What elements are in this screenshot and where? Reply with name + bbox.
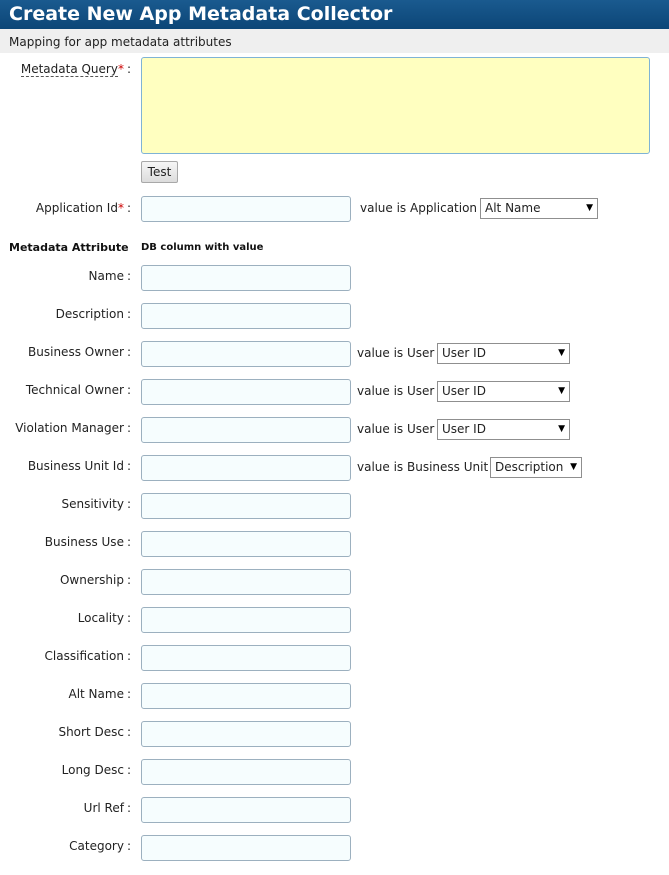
field-label-sensitivity — [61, 496, 131, 512]
violation-manager-value-is: value is User — [357, 422, 435, 436]
business-unit-type-select[interactable] — [490, 457, 582, 478]
field-label-text: Category — [69, 839, 124, 853]
application-id-label-text: Application Id — [35, 201, 118, 215]
category-input[interactable] — [141, 835, 351, 861]
field-label-violation-manager — [15, 420, 131, 436]
violation-manager-input[interactable] — [141, 417, 351, 443]
business-unit-id-input[interactable] — [141, 455, 351, 481]
chevron-down-icon: ▼ — [558, 386, 565, 396]
metadata-query-label — [21, 61, 131, 77]
field-label-short-desc — [58, 724, 131, 740]
select-value: Description — [495, 460, 564, 474]
label-colon: : — [126, 269, 131, 283]
field-label-text: Sensitivity — [61, 497, 124, 511]
description-input[interactable] — [141, 303, 351, 329]
label-colon: : — [126, 345, 131, 359]
field-label-text: Locality — [77, 611, 124, 625]
metadata-query-label-text: Metadata Query — [20, 62, 118, 76]
sensitivity-input[interactable] — [141, 493, 351, 519]
required-mark: * — [117, 62, 124, 76]
label-colon: : — [126, 307, 131, 321]
technical-owner-type-select[interactable] — [437, 381, 570, 402]
label-colon: : — [126, 62, 131, 76]
label-colon: : — [126, 535, 131, 549]
chevron-down-icon: ▼ — [558, 424, 565, 434]
field-label-text: Alt Name — [68, 687, 124, 701]
field-label-text: Long Desc — [61, 763, 124, 777]
business-owner-value-is: value is User — [357, 346, 435, 360]
label-colon: : — [126, 649, 131, 663]
label-colon: : — [126, 497, 131, 511]
business-use-input[interactable] — [141, 531, 351, 557]
application-id-input[interactable] — [141, 196, 351, 222]
select-value: User ID — [442, 384, 486, 398]
label-colon: : — [126, 725, 131, 739]
field-label-business-use — [45, 534, 131, 550]
field-label-text: Ownership — [59, 573, 124, 587]
metadata-query-textarea[interactable] — [141, 57, 650, 154]
field-label-text: Short Desc — [58, 725, 124, 739]
field-label-name — [89, 268, 131, 284]
short-desc-input[interactable] — [141, 721, 351, 747]
business-owner-type-select[interactable] — [437, 343, 570, 364]
application-type-select[interactable] — [480, 198, 598, 219]
chevron-down-icon: ▼ — [586, 203, 593, 213]
field-label-classification — [45, 648, 131, 664]
technical-owner-input[interactable] — [141, 379, 351, 405]
field-label-description — [56, 306, 131, 322]
locality-input[interactable] — [141, 607, 351, 633]
select-value: Alt Name — [485, 201, 541, 215]
field-label-business-owner — [28, 344, 131, 360]
field-label-technical-owner — [26, 382, 131, 398]
field-label-alt-name — [68, 686, 131, 702]
classification-input[interactable] — [141, 645, 351, 671]
application-value-is: value is Application — [360, 201, 478, 215]
label-colon: : — [126, 763, 131, 777]
field-label-text: Business Unit Id — [27, 459, 124, 473]
label-colon: : — [126, 421, 131, 435]
chevron-down-icon: ▼ — [570, 462, 577, 472]
field-label-category — [69, 838, 131, 854]
metadata-attribute-header: Metadata Attribute — [9, 241, 129, 254]
application-id-label — [36, 200, 131, 216]
field-label-long-desc — [62, 762, 131, 778]
name-input[interactable] — [141, 265, 351, 291]
ownership-input[interactable] — [141, 569, 351, 595]
alt-name-input[interactable] — [141, 683, 351, 709]
db-column-header: DB column with value — [141, 242, 264, 253]
label-colon: : — [126, 611, 131, 625]
field-label-text: Classification — [44, 649, 124, 663]
select-value: User ID — [442, 422, 486, 436]
label-colon: : — [126, 801, 131, 815]
url-ref-input[interactable] — [141, 797, 351, 823]
chevron-down-icon: ▼ — [558, 348, 565, 358]
field-label-ownership — [60, 572, 131, 588]
business-owner-input[interactable] — [141, 341, 351, 367]
field-label-text: Business Use — [44, 535, 124, 549]
technical-owner-value-is: value is User — [357, 384, 435, 398]
field-label-url-ref — [84, 800, 131, 816]
field-label-text: Description — [55, 307, 124, 321]
field-label-text: Business Owner — [28, 345, 124, 359]
label-colon: : — [126, 573, 131, 587]
label-colon: : — [126, 839, 131, 853]
label-colon: : — [126, 459, 131, 473]
field-label-text: Technical Owner — [25, 383, 124, 397]
select-value: User ID — [442, 346, 486, 360]
page-subtitle: Mapping for app metadata attributes — [0, 29, 669, 53]
violation-manager-type-select[interactable] — [437, 419, 570, 440]
field-label-text: Name — [88, 269, 124, 283]
label-colon: : — [126, 687, 131, 701]
page-title: Create New App Metadata Collector — [0, 0, 669, 29]
label-colon: : — [126, 383, 131, 397]
long-desc-input[interactable] — [141, 759, 351, 785]
business-unit-value-is: value is Business Unit — [357, 460, 489, 474]
required-mark: * — [117, 201, 124, 215]
label-colon: : — [126, 201, 131, 215]
field-label-business-unit-id — [28, 458, 131, 474]
field-label-text: Violation Manager — [15, 421, 124, 435]
test-button[interactable]: Test — [141, 161, 178, 183]
field-label-text: Url Ref — [83, 801, 124, 815]
field-label-locality — [78, 610, 131, 626]
